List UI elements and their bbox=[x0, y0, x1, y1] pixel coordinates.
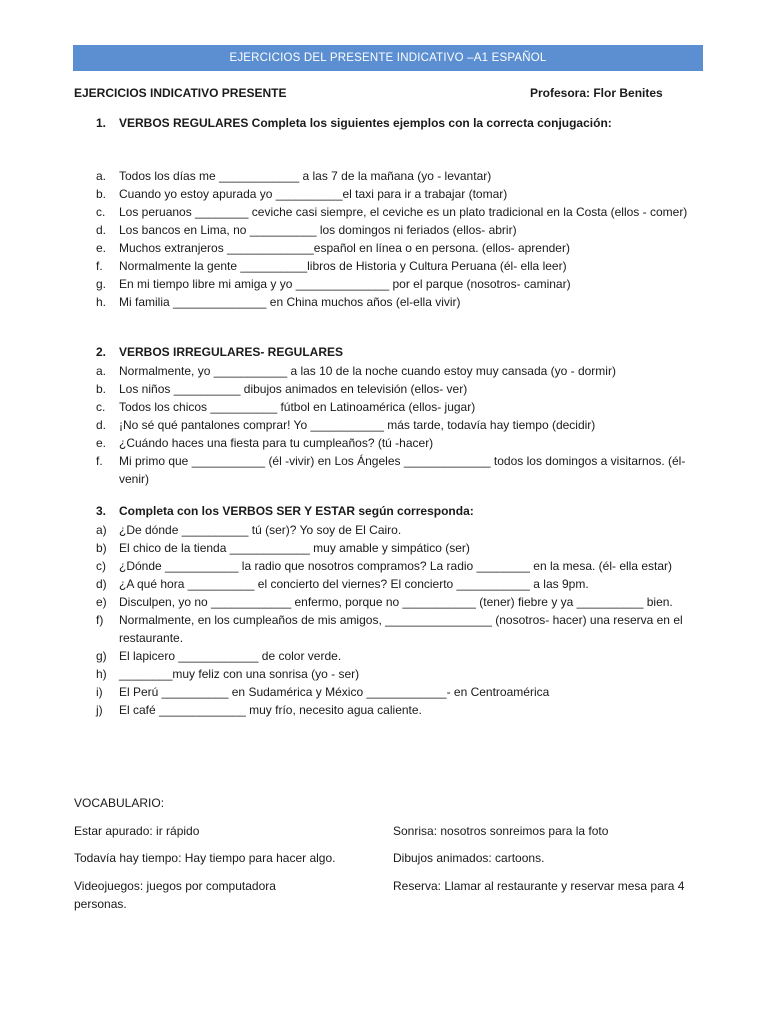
exercise-item bbox=[96, 701, 707, 719]
item-marker: c) bbox=[96, 559, 106, 573]
section-2-title bbox=[96, 345, 343, 359]
item-text: Los bancos en Lima, no __________ los domingos ni feriados (ellos- abrir) bbox=[119, 223, 517, 237]
item-marker: h) bbox=[96, 667, 107, 681]
item-text: Muchos extranjeros _____________español en línea o en persona. (ellos- aprender) bbox=[119, 241, 570, 255]
exercise-item bbox=[96, 293, 707, 311]
item-text: ¿Cuándo haces una fiesta para tu cumpleaños? (tú -hacer) bbox=[119, 436, 434, 450]
item-text: El café _____________ muy frío, necesito agua caliente. bbox=[119, 703, 422, 717]
exercise-item bbox=[96, 665, 707, 683]
section-2-exercises bbox=[96, 362, 707, 488]
exercise-item bbox=[96, 434, 707, 452]
vocabulary-entry: Todavía hay tiempo: Hay tiempo para hacer algo. bbox=[74, 851, 336, 865]
item-marker: a) bbox=[96, 523, 107, 537]
section-heading: VERBOS REGULARES Completa los siguientes ejemplos con la correcta conjugación: bbox=[119, 116, 612, 130]
item-text: El Perú __________ en Sudamérica y México ____________- en Centroamérica bbox=[119, 685, 550, 699]
item-text: En mi tiempo libre mi amiga y yo ______________ por el parque (nosotros- caminar) bbox=[119, 277, 571, 291]
item-text: ¿De dónde __________ tú (ser)? Yo soy de El Cairo. bbox=[119, 523, 402, 537]
section-heading: Completa con los VERBOS SER Y ESTAR según corresponda: bbox=[119, 504, 474, 518]
item-marker: d. bbox=[96, 418, 107, 432]
exercise-item bbox=[96, 221, 707, 239]
vocabulary-entry: Sonrisa: nosotros sonreimos para la foto bbox=[393, 824, 609, 838]
item-text: Los peruanos ________ ceviche casi siempre, el ceviche es un plato tradicional en la Costa (ellos - comer) bbox=[119, 205, 688, 219]
item-marker: c. bbox=[96, 205, 106, 219]
item-marker: h. bbox=[96, 295, 107, 309]
item-text: Todos los días me ____________ a las 7 de la mañana (yo - levantar) bbox=[119, 169, 492, 183]
exercise-item bbox=[96, 398, 707, 416]
vocabulary-entry: Dibujos animados: cartoons. bbox=[393, 851, 545, 865]
item-marker: g. bbox=[96, 277, 107, 291]
item-marker: b. bbox=[96, 187, 107, 201]
item-marker: j) bbox=[96, 703, 103, 717]
document-header bbox=[74, 86, 704, 104]
section-heading: VERBOS IRREGULARES- REGULARES bbox=[119, 345, 344, 359]
exercise-item bbox=[96, 275, 707, 293]
exercise-item bbox=[96, 611, 707, 647]
exercise-item bbox=[96, 539, 707, 557]
item-text: Todos los chicos __________ fútbol en Latinoamérica (ellos- jugar) bbox=[119, 400, 476, 414]
item-marker: e. bbox=[96, 241, 107, 255]
item-text: Cuando yo estoy apurada yo __________el taxi para ir a trabajar (tomar) bbox=[119, 187, 508, 201]
section-1-exercises bbox=[96, 167, 707, 311]
item-marker: d) bbox=[96, 577, 107, 591]
exercise-item bbox=[96, 185, 707, 203]
item-marker: b. bbox=[96, 382, 107, 396]
section-3-title bbox=[96, 504, 474, 518]
exercise-item bbox=[96, 203, 707, 221]
exercise-item bbox=[96, 380, 707, 398]
section-1-title bbox=[96, 116, 612, 130]
item-marker: f. bbox=[96, 259, 103, 273]
item-text: Normalmente la gente __________libros de Historia y Cultura Peruana (él- ella leer) bbox=[119, 259, 567, 273]
vocabulary-entry: Reserva: Llamar al restaurante y reservar mesa para 4 bbox=[393, 879, 685, 893]
item-marker: d. bbox=[96, 223, 107, 237]
exercise-item bbox=[96, 647, 707, 665]
item-text: El lapicero ____________ de color verde. bbox=[119, 649, 342, 663]
exercise-item bbox=[96, 452, 707, 488]
vocabulary-entry: Estar apurado: ir rápido bbox=[74, 824, 200, 838]
vocabulary-entry: Videojuegos: juegos por computadora bbox=[74, 879, 276, 893]
exercise-item bbox=[96, 416, 707, 434]
exercise-item bbox=[96, 239, 707, 257]
item-text: ________muy feliz con una sonrisa (yo - ser) bbox=[119, 667, 360, 681]
item-marker: i) bbox=[96, 685, 103, 699]
section-number: 2. bbox=[96, 345, 107, 359]
item-text: Normalmente, en los cumpleaños de mis amigos, ________________ (nosotros- hacer) una reserva en el restaurante. bbox=[119, 613, 683, 645]
item-text: Disculpen, yo no ____________ enfermo, porque no ___________ (tener) fiebre y ya __________ bien. bbox=[119, 595, 673, 609]
item-marker: e) bbox=[96, 595, 107, 609]
exercise-item bbox=[96, 167, 707, 185]
item-text: Mi familia ______________ en China muchos años (el-ella vivir) bbox=[119, 295, 461, 309]
item-text: ¡No sé qué pantalones comprar! Yo ___________ más tarde, todavía hay tiempo (decidir) bbox=[119, 418, 596, 432]
item-text: Normalmente, yo ___________ a las 10 de la noche cuando estoy muy cansada (yo - dormir) bbox=[119, 364, 616, 378]
exercise-item bbox=[96, 575, 707, 593]
item-text: Mi primo que ___________ (él -vivir) en Los Ángeles _____________ todos los domingos a visitarnos. (él- venir) bbox=[119, 454, 686, 486]
exercise-item bbox=[96, 521, 707, 539]
item-marker: a. bbox=[96, 364, 107, 378]
exercise-item bbox=[96, 257, 707, 275]
exercise-item bbox=[96, 593, 707, 611]
item-text: ¿A qué hora __________ el concierto del viernes? El concierto ___________ a las 9pm. bbox=[119, 577, 589, 591]
item-marker: e. bbox=[96, 436, 107, 450]
exercise-item bbox=[96, 683, 707, 701]
document-title: EJERCICIOS INDICATIVO PRESENTE bbox=[74, 86, 287, 100]
item-marker: f. bbox=[96, 454, 103, 468]
item-marker: f) bbox=[96, 613, 104, 627]
section-number: 3. bbox=[96, 504, 107, 518]
item-text: El chico de la tienda ____________ muy amable y simpático (ser) bbox=[119, 541, 470, 555]
vocabulary-entry-continuation: personas. bbox=[74, 897, 127, 911]
document-banner: EJERCICIOS DEL PRESENTE INDICATIVO –A1 ESPAÑOL bbox=[73, 45, 703, 71]
exercise-item bbox=[96, 557, 707, 575]
teacher-name: Profesora: Flor Benites bbox=[530, 86, 663, 100]
item-marker: b) bbox=[96, 541, 107, 555]
item-text: Los niños __________ dibujos animados en televisión (ellos- ver) bbox=[119, 382, 468, 396]
item-text: ¿Dónde ___________ la radio que nosotros compramos? La radio ________ en la mesa. (él- ella estar) bbox=[119, 559, 673, 573]
section-number: 1. bbox=[96, 116, 107, 130]
item-marker: g) bbox=[96, 649, 107, 663]
section-3-exercises bbox=[96, 521, 707, 719]
item-marker: c. bbox=[96, 400, 106, 414]
vocabulary-title: VOCABULARIO: bbox=[74, 796, 165, 810]
exercise-item bbox=[96, 362, 707, 380]
item-marker: a. bbox=[96, 169, 107, 183]
